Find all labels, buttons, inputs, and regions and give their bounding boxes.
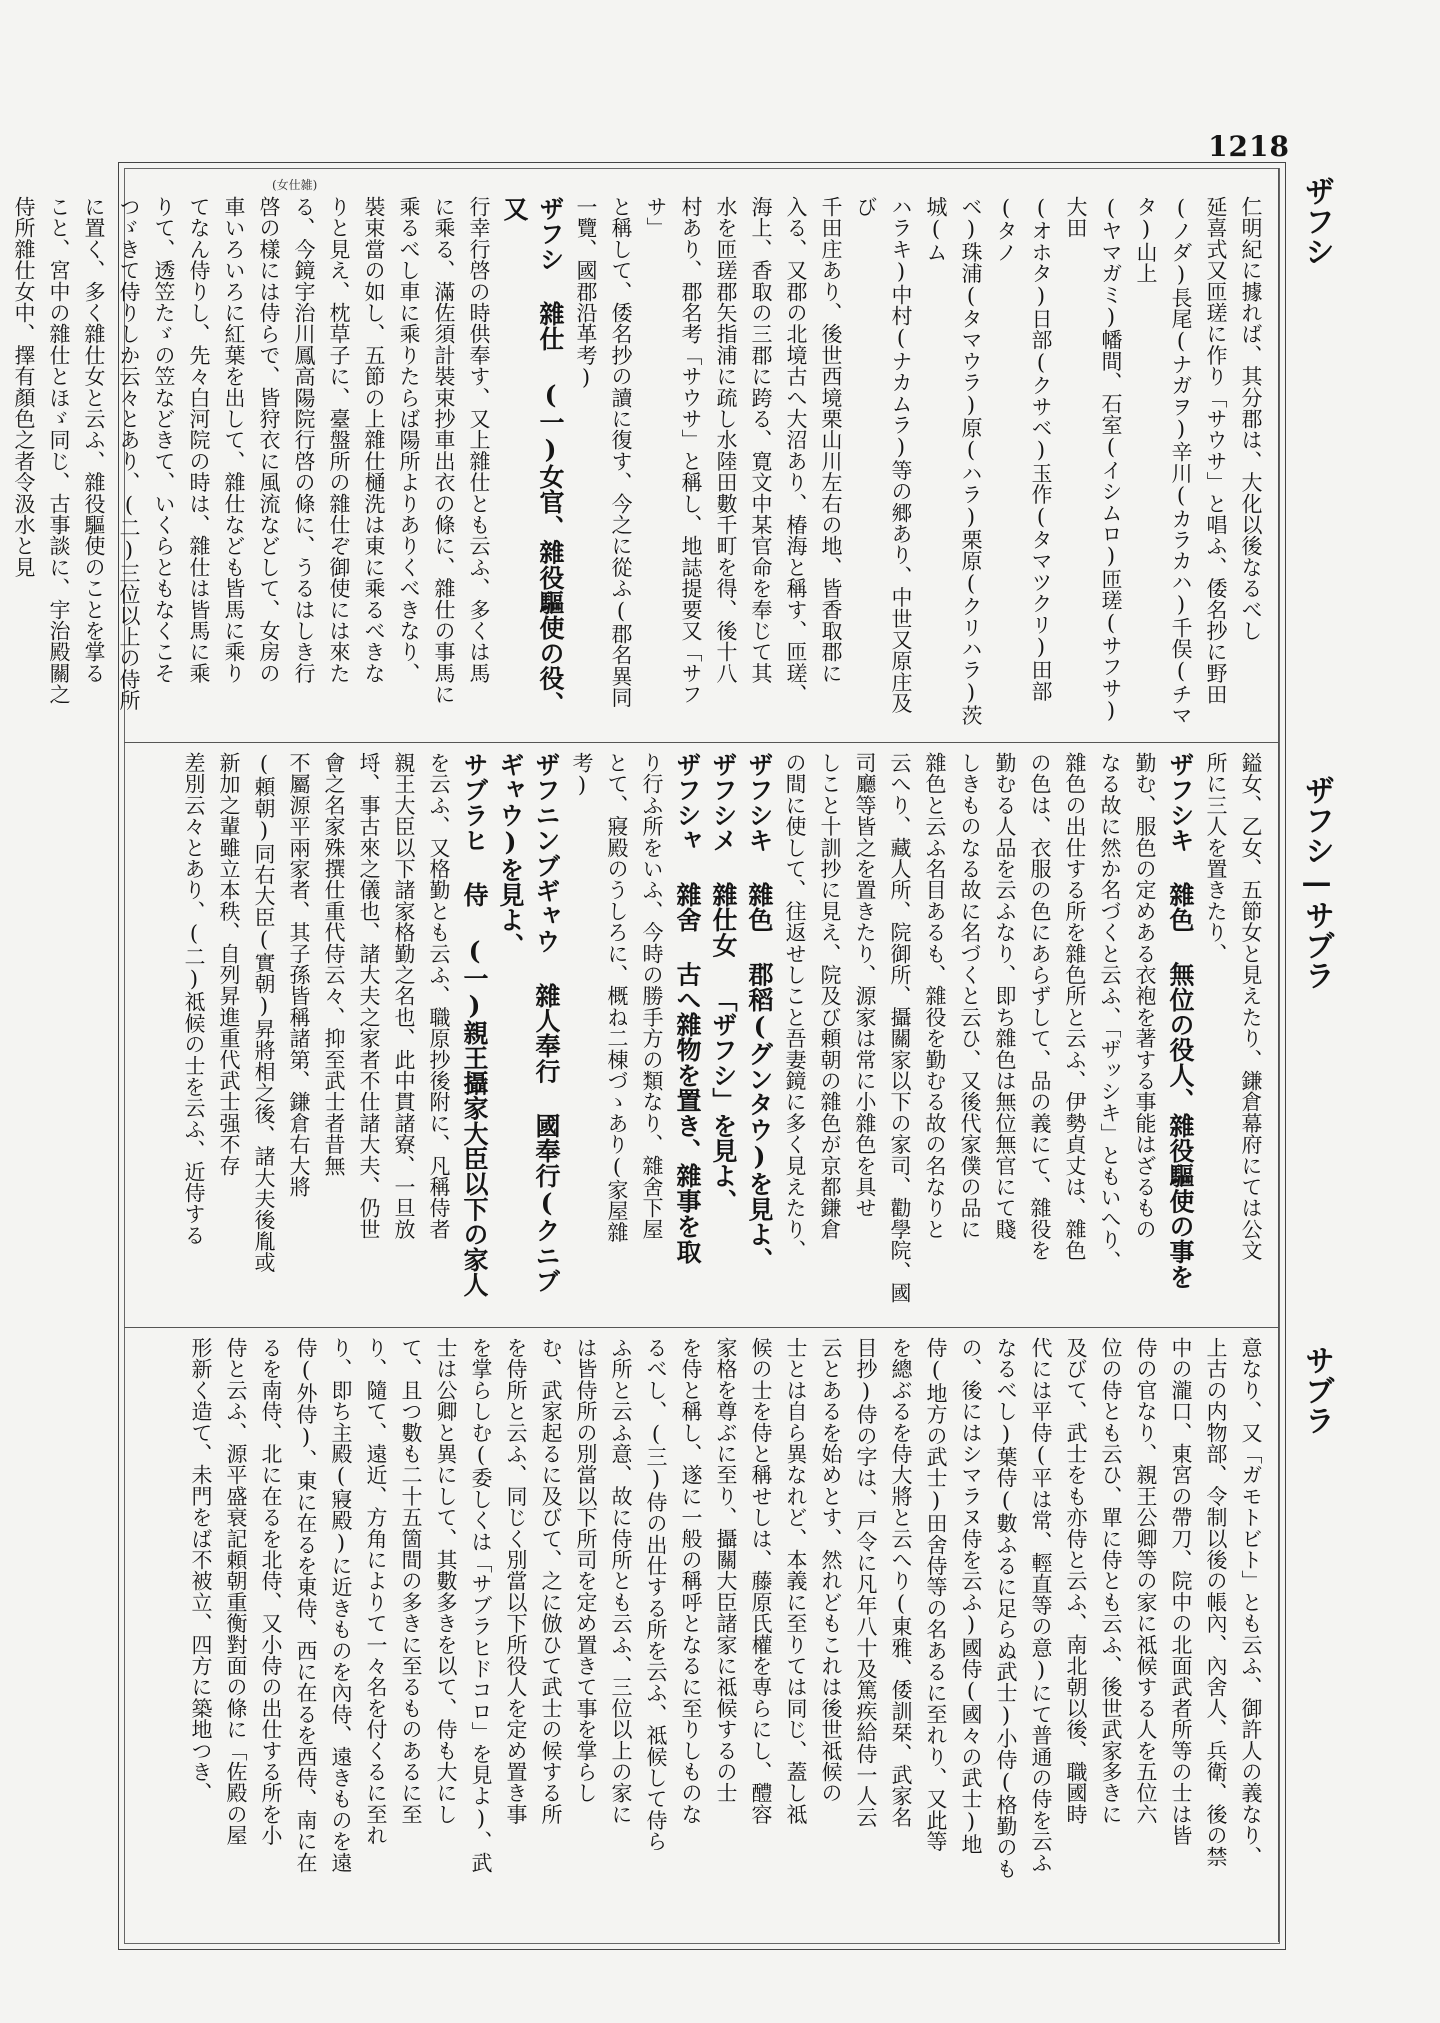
text-column: り行ふ所をいふ、今時の勝手方の類なり、雜舍下屋: [640, 752, 664, 1240]
text-column: を侍所と云ふ、同じく別當以下所役人を定め置き事: [504, 1337, 528, 1825]
text-column: に置く、多く雜仕女と云ふ、雜役驅使のことを掌る: [82, 196, 106, 684]
text-column: を云ふ、又格勤とも云ふ、職原抄後附に、凡稱侍者: [427, 752, 451, 1240]
running-head-middle: ザフシ—サブラ: [1299, 775, 1334, 990]
entry-heading-text: ザフシ 雜仕 (一)女官、雜役驅使の役、又: [500, 196, 565, 716]
text-column: 仁明紀に據れば、其分郡は、大化以後なるべし: [1239, 196, 1263, 642]
text-column: りて、透笠たゞの笠などきて、いくらともなくこそ: [152, 196, 176, 684]
text-column: ふ所と云ふ意、故に侍所とも云ふ、三位以上の家に: [609, 1337, 633, 1825]
text-column: 行幸行啓の時供奉す、又上雜仕とも云ふ、多くは馬: [467, 196, 491, 684]
text-column: しきものなる故に名づくと云ひ、又後代家僕の品に: [958, 752, 982, 1240]
text-column: 家格を尊ぶに至り、攝關大臣諸家に祗候するの士: [714, 1337, 738, 1804]
text-column: の色は、衣服の色にあらずして、品の義にて、雜役を: [1028, 752, 1052, 1261]
text-column: 代には平侍(平は常、輕直等の意)にて普通の侍を云ふ: [1029, 1337, 1053, 1874]
text-column: 侍の官なり、親王公卿等の家に祗候する人を五位六: [1134, 1337, 1158, 1825]
text-column: (頼朝)同右大臣(實朝)昇將相之後、諸大夫後胤或: [252, 752, 276, 1273]
running-head-bottom: サブラ: [1299, 1345, 1334, 1435]
text-column: 侍と云ふ、源平盛衰記頼朝重衡對面の條に「佐殿の屋: [224, 1337, 248, 1846]
entry-heading-text: ザフニンブギャウ 雜人奉行 國奉行(クニブギャウ)を見よ、: [496, 752, 561, 1294]
text-column: 啓の樣には侍らで、皆狩衣に風流などして、女房の: [257, 196, 281, 684]
text-column: む、武家起るに及びて、之に倣ひて武士の候する所: [539, 1337, 563, 1825]
text-column: とて、寢殿のうしろに、概ね二棟づゝあり(家屋雜: [605, 752, 629, 1243]
text-column: 形新く造て、未門をば不被立、四方に築地つき、: [189, 1337, 213, 1804]
text-column: つゞきて侍りしか云々とあり、(二)三位以上の侍所: [117, 196, 141, 711]
text-column: しこと十訓抄に見え、院及び頼朝の雜色が京都鎌倉: [818, 752, 842, 1240]
text-column: 裝束當の如し、五節の上雜仕樋洗は東に乘るべきな: [362, 196, 386, 684]
text-column: (オホタ)日部(クサベ)玉作(タマツクリ)田部(タノ: [994, 196, 1053, 702]
text-column: を侍と稱し、遂に一般の稱呼となるに至りしものな: [679, 1337, 703, 1825]
text-column: 雜色と云ふ名目あるも、雜役を勤むる故の名なりと: [923, 752, 947, 1240]
text-column: 差別云々とあり、(二)祗候の士を云ふ、近侍する: [182, 752, 206, 1246]
text-column: 新加之輩雖立本秩、自列昇進重代武士强不存: [217, 752, 241, 1176]
section-divider-2: [124, 1327, 1278, 1328]
text-column: 中の瀧口、東宮の帶刀、院中の北面武者所等の士は皆: [1169, 1337, 1193, 1846]
text-column: 村あり、郡名考「サウサ」と稱し、地誌提要又「サフサ」: [644, 196, 703, 705]
text-column: 位の侍とも云ひ、單に侍とも云ふ、後世武家多きに: [1099, 1337, 1123, 1825]
text-column: は皆侍所の別當以下所司を定め置きて事を掌らし: [574, 1337, 598, 1804]
text-column: 侍(外侍)、東に在るを東侍、西に在るを西侍、南に在: [294, 1337, 318, 1873]
text-column: ハラキ)中村(ナカムラ)等の郷あり、中世又原庄及び: [854, 196, 913, 714]
text-column: 一覽、國郡沿革考): [574, 196, 598, 390]
text-column: [0, 196, 1, 705]
text-column: 目抄)侍の字は、戸令に凡年八十及篤疾給侍一人云: [854, 1337, 878, 1828]
text-column: 士は公卿と異にして、其數多きを以て、侍も大にし: [434, 1337, 458, 1825]
text-column: るを南侍、北に在るを北侍、又小侍の出仕する所を小: [259, 1337, 283, 1846]
margin-note: (女仕雑): [272, 178, 318, 192]
text-column: を掌らしむ(委しくは「サブラヒドコロ」を見よ)、武: [469, 1337, 493, 1873]
text-column: なる故に然か名づくと云ふ、「ザッシキ」ともいへり、: [1098, 752, 1122, 1272]
text-column: 入る、又郡の北境古へ大沼あり、椿海と稱す、匝瑳、: [784, 196, 808, 705]
text-column: に乘る、滿佐須計裝束抄車出衣の條に、雜仕の事馬に: [432, 196, 456, 705]
top-section: [12, 196, 1268, 734]
text-column: る、今鏡宇治川鳳高陽院行啓の條に、うるはしき行: [292, 196, 316, 684]
text-column: ベ)珠浦(タマウラ)原(ハラ)栗原(クリハラ)茨城(ム: [924, 196, 983, 726]
entry-heading-text: ザフシキ 雜色 無位の役人、雜役驅使の事を: [1166, 752, 1195, 1290]
entry-heading-text: サブラヒ 侍 (一)親王攝家大臣以下の家人: [460, 752, 489, 1298]
text-column: 海上、香取の三郡に跨る、寛文中某官命を奉じて其: [749, 196, 773, 684]
text-column: 勤むる人品を云ふなり、即ち雜色は無位無官にて賤: [993, 752, 1017, 1240]
text-column: 千田庄あり、後世西境栗山川左右の地、皆香取郡に: [819, 196, 843, 684]
text-column: を總ぶるを侍大將と云へり(東雅、倭訓栞、武家名: [889, 1337, 913, 1828]
entry-heading-text: ザフシャ 雜舍 古へ雜物を置き、雜事を取: [673, 752, 702, 1264]
text-column: 車いろいろに紅葉を出して、雜仕なども皆馬に乘り: [222, 196, 246, 684]
text-column: 雜色の出仕する所を雜色所と云ふ、伊勢貞丈は、雜色: [1063, 752, 1087, 1261]
text-column: 延喜式又匝瑳に作り「サウサ」と唱ふ、倭名抄に野田: [1204, 196, 1228, 705]
text-column: と稱して、倭名抄の讀に復す、今之に從ふ(郡名異同: [609, 196, 633, 708]
text-column: の、後にはシマラヌ侍を云ふ)國侍(國々の武士)地: [959, 1337, 983, 1855]
text-column: こと、宮中の雜仕とほゞ同じ、古事談に、宇治殿關之: [47, 196, 71, 705]
text-column: 士とは自ら異なれど、本義に至りては同じ、蓋し祗: [784, 1337, 808, 1825]
text-column: 及びて、武士をも亦侍と云ふ、南北朝以後、職國時: [1064, 1337, 1088, 1825]
text-column: り、隨て、遠近、方角によりて一々名を付くるに至れ: [364, 1337, 388, 1846]
page-number: 1218: [1208, 130, 1290, 163]
section-divider-1: [124, 742, 1278, 743]
text-column: 埒、事古來之儀也、諸大夫之家者不仕諸大夫、仍世: [357, 752, 381, 1240]
text-column: 會之名家殊撰仕重代侍云々、抑至武士者昔無: [322, 752, 346, 1176]
text-column: るべし、(三)侍の出仕する所を云ふ、祗候して侍ら: [644, 1337, 668, 1852]
text-column: 所に三人を置きたり、: [1204, 752, 1228, 964]
text-column: 侍(地方の武士)田舍侍等の名あるに至れり、又此等: [924, 1337, 948, 1852]
text-column: りと見え、枕草子に、臺盤所の雜仕ぞ御使には來た: [327, 196, 351, 684]
text-column: 不屬源平兩家者、其子孫皆稱諸第、鎌倉右大將: [287, 752, 311, 1198]
text-column: 鎰女、乙女、五節女と見えたり、鎌倉幕府にては公文: [1239, 752, 1263, 1261]
text-column: 勤む、服色の定めある衣袍を著する事能はざるもの: [1133, 752, 1157, 1240]
text-column: 親王大臣以下諸家格勤之名也、此中貫諸寮、一旦放: [392, 752, 416, 1240]
text-column: 上古の内物部、令制以後の帳內、內舍人、兵衛、後の禁: [1204, 1337, 1228, 1867]
text-column: 乘るべし車に乘りたらば陽所よりありくべきなり、: [397, 196, 421, 684]
text-column: (ヤマガミ)幡間、石室(イシムロ)匝瑳(サフサ)大田: [1064, 196, 1123, 723]
bottom-section: [140, 1337, 1268, 1933]
text-column: 侍所雜仕女中、擇有顏色之者令汲水と見: [12, 196, 36, 578]
text-column: 候の士を侍と稱せしは、藤原氏權を専らにし、醴容: [749, 1337, 773, 1825]
gutter-line: [1278, 168, 1279, 1942]
text-column: て、且つ數も二十五箇間の多きに至るものあるに至: [399, 1337, 423, 1825]
text-column: 云とあるを始めとす、然れどもこれは後世祗候の: [819, 1337, 843, 1804]
text-column: 云へり、藏人所、院御所、攝關家以下の家司、勸學院、國: [888, 752, 912, 1304]
entry-heading-text: ザフシキ 雜色 郡稻(グンタウ)を見よ、: [745, 752, 774, 1272]
text-column: 考): [570, 752, 594, 798]
running-head-top: ザフシ: [1299, 176, 1334, 266]
middle-section: [140, 752, 1268, 1318]
text-column: てなん侍りし、先々白河院の時は、雜仕は皆馬に乘: [187, 196, 211, 684]
text-column: 意なり、又「ガモトビト」とも云ふ、御許人の義なり、: [1239, 1337, 1263, 1867]
text-column: 水を匝瑳郡矢指浦に疏し水陸田數千町を得、後十八: [714, 196, 738, 684]
text-column: (ノダ)長尾(ナガヲ)辛川(カラカハ)千俣(チマタ)山上: [1134, 196, 1193, 726]
text-column: なるべし)葉侍(數ふるに足らぬ武士)小侍(格勤のも: [994, 1337, 1018, 1879]
text-column: の間に使して、往返せしこと吾妻鏡に多く見えたり、: [783, 752, 807, 1261]
text-column: 司廳等皆之を置きたり、源家は常に小雜色を具せ: [853, 752, 877, 1219]
entry-heading-text: ザフシメ 雜仕女 「ザフシ」を見よ、: [709, 752, 738, 1214]
text-column: り、即ち主殿(寢殿)に近きものを內侍、遠きものを遠: [329, 1337, 353, 1873]
